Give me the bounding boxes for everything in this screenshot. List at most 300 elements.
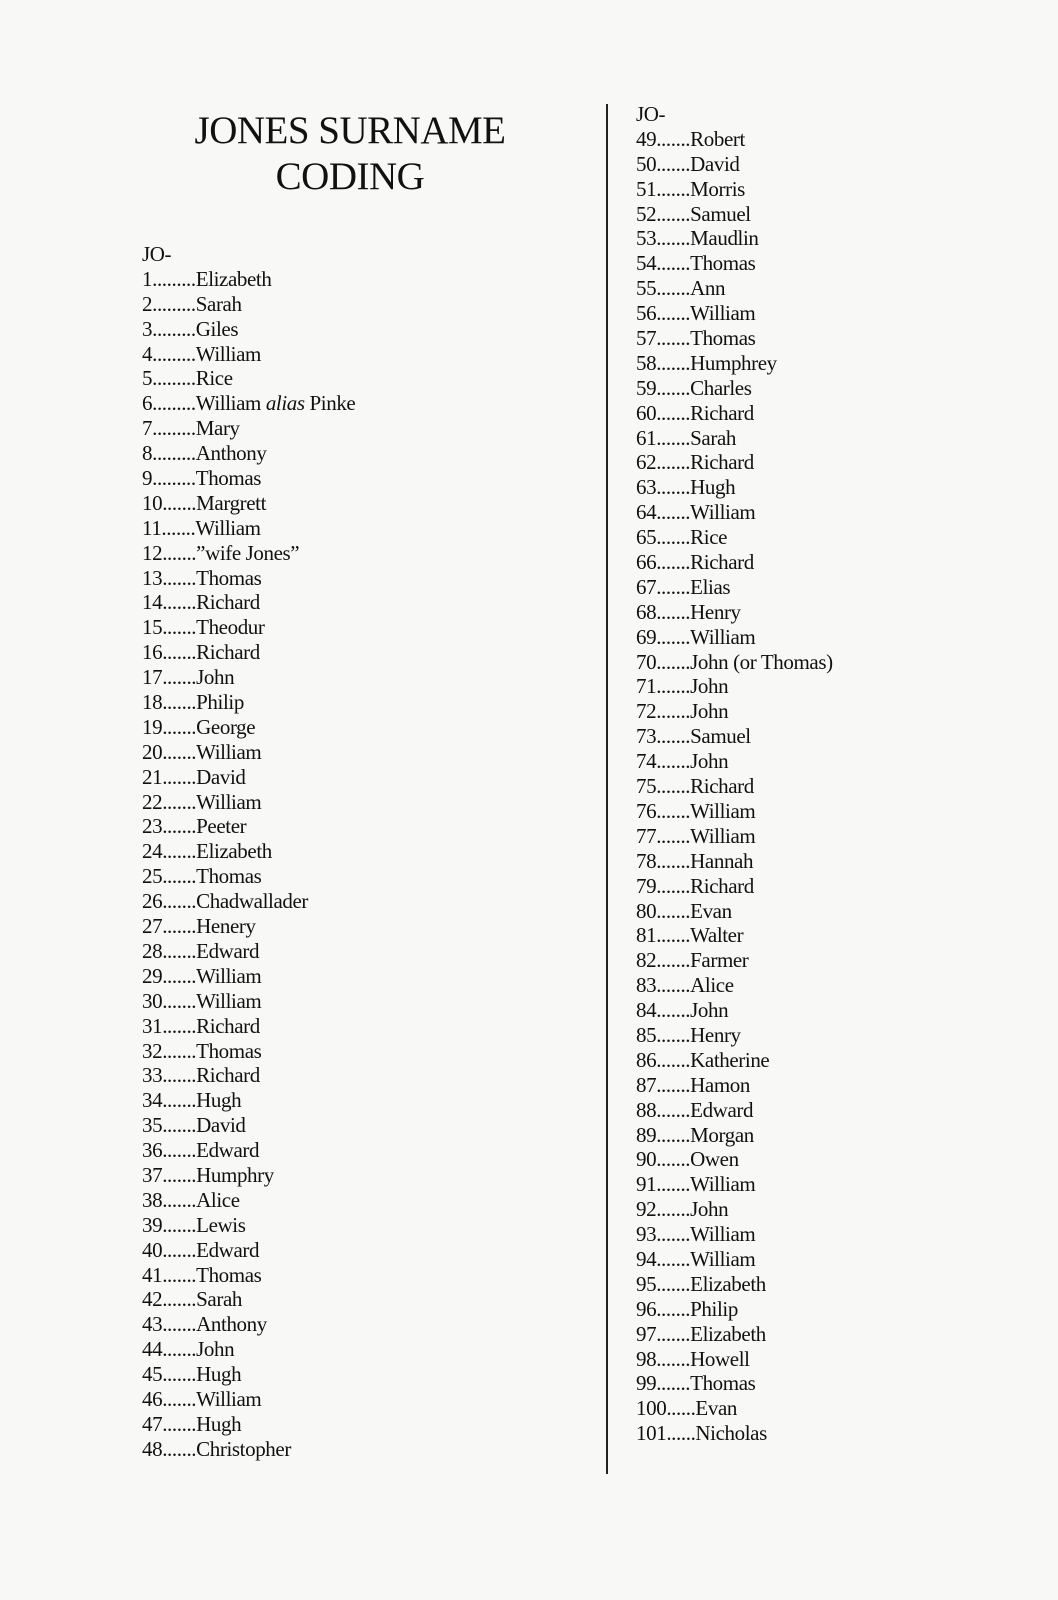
entry-dots: .......	[656, 1271, 691, 1296]
entry-number: 72	[636, 699, 657, 724]
list-item	[636, 1222, 1016, 1247]
entry-dots: .......	[656, 599, 691, 624]
list-item	[636, 1297, 1016, 1322]
list-item	[636, 774, 1016, 799]
entry-dots: .......	[162, 1187, 197, 1212]
entry-number: 35	[142, 1113, 163, 1138]
list-item	[636, 1123, 1016, 1148]
entry-dots: .......	[656, 326, 691, 351]
list-item	[636, 1322, 1016, 1347]
list-item	[636, 948, 1016, 973]
entry-dots: .........	[152, 316, 196, 341]
list-item	[142, 1163, 502, 1188]
entry-dots: .......	[656, 973, 691, 998]
list-item	[636, 650, 1016, 675]
entry-dots: .......	[162, 1436, 197, 1461]
entry-dots: .......	[656, 126, 691, 151]
entry-number: 27	[142, 914, 163, 939]
list-item	[142, 690, 502, 715]
entry-name: Humphry	[196, 1162, 274, 1187]
entry-number: 12	[142, 540, 163, 565]
entry-number: 47	[142, 1411, 163, 1436]
entry-number: 8	[142, 441, 153, 466]
list-item	[142, 267, 502, 292]
entry-number: 101	[636, 1421, 667, 1446]
list-item	[142, 292, 502, 317]
list-item	[636, 152, 1016, 177]
entry-dots: .......	[162, 864, 197, 889]
list-item	[636, 475, 1016, 500]
entry-dots: .......	[162, 739, 197, 764]
list-item	[142, 1039, 502, 1064]
entry-name: Philip	[690, 1296, 738, 1321]
entry-number: 83	[636, 973, 657, 998]
entry-name: William	[690, 624, 756, 649]
list-item	[142, 1138, 502, 1163]
list-item	[142, 914, 502, 939]
entry-name: Richard	[196, 1013, 260, 1038]
entry-number: 74	[636, 749, 657, 774]
entry-dots: .......	[656, 774, 691, 799]
entry-dots: .......	[656, 176, 691, 201]
entry-name: Samuel	[690, 724, 751, 749]
entry-dots: ......	[666, 1421, 696, 1446]
entry-dots: .......	[162, 963, 197, 988]
entry-dots: .......	[656, 574, 691, 599]
entry-name: Richard	[690, 774, 754, 799]
list-item	[636, 251, 1016, 276]
entry-number: 41	[142, 1262, 163, 1287]
entry-dots: .......	[162, 1088, 197, 1113]
entry-name: David	[196, 1113, 246, 1138]
entry-dots: .......	[162, 764, 197, 789]
entry-number: 90	[636, 1147, 657, 1172]
entry-name: Evan	[690, 898, 732, 923]
entry-name: Walter	[690, 923, 744, 948]
entry-number: 98	[636, 1346, 657, 1371]
column-divider	[606, 104, 608, 1474]
entry-dots: .......	[656, 724, 691, 749]
entry-dots: .......	[161, 515, 196, 540]
list-item	[636, 426, 1016, 451]
entry-dots: .......	[656, 276, 691, 301]
entry-name: Sarah	[195, 291, 242, 316]
entry-number: 70	[636, 649, 657, 674]
entry-dots: .......	[162, 1362, 197, 1387]
entry-name: Lewis	[196, 1212, 246, 1237]
entry-name: William	[196, 988, 262, 1013]
entry-dots: .......	[656, 749, 691, 774]
entry-dots: .......	[656, 1321, 691, 1346]
entry-name: Peeter	[196, 814, 247, 839]
entry-number: 93	[636, 1222, 657, 1247]
list-item	[636, 824, 1016, 849]
list-item	[636, 1272, 1016, 1297]
entry-name: John	[196, 1337, 235, 1362]
entry-dots: .......	[656, 525, 691, 550]
entry-number: 39	[142, 1212, 163, 1237]
list-item	[636, 749, 1016, 774]
entry-dots: .......	[656, 699, 691, 724]
entry-alias-name: Pinke	[309, 391, 356, 416]
entry-dots: .........	[152, 341, 196, 366]
entry-number: 15	[142, 615, 163, 640]
entry-dots: .........	[152, 266, 196, 291]
entry-name: Elizabeth	[196, 839, 272, 864]
entry-number: 84	[636, 998, 657, 1023]
list-item	[142, 665, 502, 690]
entry-number: 51	[636, 176, 657, 201]
entry-dots: .......	[162, 1063, 197, 1088]
entry-dots: .......	[656, 873, 691, 898]
entry-name: William	[196, 1386, 262, 1411]
entry-dots: .......	[656, 550, 691, 575]
entry-dots: .......	[656, 226, 691, 251]
entry-name: Farmer	[690, 948, 749, 973]
list-item	[636, 500, 1016, 525]
entry-name: Morgan	[690, 1122, 754, 1147]
entry-number: 7	[142, 416, 153, 441]
entry-dots: .......	[656, 848, 691, 873]
entry-dots: .......	[162, 1138, 197, 1163]
list-item	[636, 874, 1016, 899]
entry-name: Owen	[690, 1147, 739, 1172]
entry-dots: .........	[152, 416, 196, 441]
list-item	[636, 1147, 1016, 1172]
right-entry-list	[636, 127, 1016, 1446]
entry-name: Alice	[196, 1187, 240, 1212]
right-column	[636, 102, 1016, 1446]
entry-name: William	[690, 1246, 756, 1271]
entry-number: 99	[636, 1371, 657, 1396]
entry-name: Thomas	[690, 326, 756, 351]
entry-number: 82	[636, 948, 657, 973]
entry-dots: .......	[162, 1262, 197, 1287]
entry-number: 91	[636, 1172, 657, 1197]
entry-number: 77	[636, 823, 657, 848]
entry-number: 3	[142, 316, 153, 341]
entry-number: 50	[636, 151, 657, 176]
entry-dots: .......	[162, 665, 197, 690]
entry-dots: .......	[656, 649, 691, 674]
entry-number: 24	[142, 839, 163, 864]
entry-dots: .......	[656, 1047, 691, 1072]
list-item	[142, 1312, 502, 1337]
list-item	[142, 466, 502, 491]
list-item	[636, 226, 1016, 251]
entry-name: Christopher	[196, 1436, 291, 1461]
entry-dots: .......	[656, 1246, 691, 1271]
entry-dots: .......	[656, 400, 691, 425]
entry-name: Edward	[690, 1097, 754, 1122]
entry-name: Richard	[690, 450, 754, 475]
entry-number: 17	[142, 665, 163, 690]
list-item	[636, 202, 1016, 227]
entry-number: 22	[142, 789, 163, 814]
entry-name: William	[690, 798, 756, 823]
entry-name: Richard	[690, 550, 754, 575]
list-item	[636, 326, 1016, 351]
entry-name: Richard	[196, 590, 260, 615]
entry-number: 49	[636, 126, 657, 151]
entry-number: 25	[142, 864, 163, 889]
list-item	[142, 366, 502, 391]
list-item	[142, 1287, 502, 1312]
entry-name: Richard	[690, 873, 754, 898]
code-prefix-left: JO-	[142, 242, 172, 266]
entry-alias: alias	[265, 391, 305, 416]
entry-name: Elizabeth	[195, 266, 272, 291]
list-item	[142, 1337, 502, 1362]
entry-number: 21	[142, 764, 163, 789]
entry-number: 31	[142, 1013, 163, 1038]
entry-name: John	[690, 674, 729, 699]
entry-number: 58	[636, 350, 657, 375]
entry-dots: .......	[656, 898, 691, 923]
entry-number: 10	[142, 490, 163, 515]
entry-dots: .......	[162, 714, 197, 739]
list-item	[142, 1263, 502, 1288]
list-item	[636, 177, 1016, 202]
list-item	[142, 1014, 502, 1039]
entry-name: Edward	[196, 1138, 260, 1163]
entry-number: 19	[142, 714, 163, 739]
entry-name: David	[690, 151, 740, 176]
entry-dots: .......	[656, 375, 691, 400]
entry-name: Edward	[196, 938, 260, 963]
entry-name: ”wife Jones”	[196, 540, 300, 565]
entry-number: 44	[142, 1337, 163, 1362]
entry-number: 18	[142, 690, 163, 715]
entry-name: Elizabeth	[690, 1271, 766, 1296]
list-item	[636, 1371, 1016, 1396]
entry-number: 30	[142, 988, 163, 1013]
list-item	[636, 899, 1016, 924]
entry-name: Alice	[690, 973, 734, 998]
entry-number: 23	[142, 814, 163, 839]
entry-number: 64	[636, 500, 657, 525]
entry-dots: .......	[162, 1162, 197, 1187]
entry-dots: .......	[656, 425, 691, 450]
entry-number: 66	[636, 550, 657, 575]
entry-name: Rice	[690, 525, 728, 550]
entry-dots: .......	[162, 615, 197, 640]
entry-number: 34	[142, 1088, 163, 1113]
list-item	[142, 989, 502, 1014]
list-item	[636, 351, 1016, 376]
entry-name: William	[690, 1222, 756, 1247]
list-item	[142, 790, 502, 815]
entry-dots: .......	[656, 1147, 691, 1172]
entry-name: Thomas	[196, 1038, 262, 1063]
entry-name: John	[690, 699, 729, 724]
entry-name: William	[690, 301, 756, 326]
list-item	[636, 376, 1016, 401]
list-item	[142, 342, 502, 367]
entry-name: William	[690, 823, 756, 848]
entry-number: 40	[142, 1237, 163, 1262]
entry-number: 96	[636, 1296, 657, 1321]
entry-dots: .........	[152, 391, 196, 416]
entry-dots: .......	[162, 889, 197, 914]
entry-number: 60	[636, 400, 657, 425]
list-item	[142, 715, 502, 740]
entry-name: Thomas	[196, 565, 262, 590]
list-item	[142, 1088, 502, 1113]
list-item	[142, 1437, 502, 1462]
entry-dots: .......	[656, 798, 691, 823]
entry-number: 13	[142, 565, 163, 590]
list-item	[636, 525, 1016, 550]
entry-dots: .......	[656, 1072, 691, 1097]
list-item	[142, 391, 502, 416]
entry-name: Thomas	[690, 251, 756, 276]
entry-name: Nicholas	[695, 1421, 767, 1446]
list-item	[142, 416, 502, 441]
list-item	[142, 566, 502, 591]
entry-dots: .......	[162, 1411, 197, 1436]
entry-number: 65	[636, 525, 657, 550]
list-item	[636, 998, 1016, 1023]
entry-name: Henry	[690, 599, 741, 624]
entry-number: 55	[636, 276, 657, 301]
list-item	[142, 939, 502, 964]
list-item	[636, 1347, 1016, 1372]
entry-name: Thomas	[195, 466, 262, 491]
list-item	[142, 839, 502, 864]
entry-name: Sarah	[196, 1287, 242, 1312]
entry-number: 45	[142, 1362, 163, 1387]
entry-number: 100	[636, 1396, 667, 1421]
entry-name: Hugh	[196, 1088, 242, 1113]
entry-number: 37	[142, 1162, 163, 1187]
list-item	[142, 765, 502, 790]
entry-dots: .......	[656, 1197, 691, 1222]
entry-dots: .......	[162, 640, 197, 665]
entry-number: 59	[636, 375, 657, 400]
entry-number: 54	[636, 251, 657, 276]
entry-number: 97	[636, 1321, 657, 1346]
list-item	[636, 127, 1016, 152]
entry-dots: .......	[162, 490, 197, 515]
entry-number: 76	[636, 798, 657, 823]
left-entry-list	[142, 267, 502, 1462]
entry-dots: .......	[656, 948, 691, 973]
entry-dots: .......	[656, 1172, 691, 1197]
entry-name: Maudlin	[690, 226, 759, 251]
list-item	[142, 814, 502, 839]
entry-number: 9	[142, 466, 153, 491]
list-item	[142, 1188, 502, 1213]
list-item	[636, 699, 1016, 724]
entry-dots: .......	[162, 814, 197, 839]
entry-number: 81	[636, 923, 657, 948]
entry-number: 52	[636, 201, 657, 226]
list-item	[142, 491, 502, 516]
list-item	[636, 849, 1016, 874]
entry-number: 87	[636, 1072, 657, 1097]
entry-number: 53	[636, 226, 657, 251]
entry-name: John (or Thomas)	[690, 649, 833, 674]
entry-name: Robert	[690, 126, 745, 151]
entry-dots: .......	[656, 151, 691, 176]
entry-dots: .......	[162, 1337, 197, 1362]
entry-name: Chadwallader	[196, 889, 308, 914]
entry-number: 36	[142, 1138, 163, 1163]
entry-name: John	[196, 665, 235, 690]
entry-number: 86	[636, 1047, 657, 1072]
entry-number: 79	[636, 873, 657, 898]
entry-number: 61	[636, 425, 657, 450]
list-item	[636, 1098, 1016, 1123]
entry-number: 94	[636, 1246, 657, 1271]
entry-dots: .......	[162, 988, 197, 1013]
entry-name: William	[195, 515, 261, 540]
list-item	[142, 1213, 502, 1238]
entry-name: Rice	[195, 366, 233, 391]
list-item	[636, 1247, 1016, 1272]
entry-dots: .......	[656, 624, 691, 649]
entry-number: 62	[636, 450, 657, 475]
entry-number: 29	[142, 963, 163, 988]
entry-name: Elizabeth	[690, 1321, 766, 1346]
entry-dots: .......	[656, 923, 691, 948]
entry-name: Mary	[195, 416, 240, 441]
entry-dots: .......	[656, 1122, 691, 1147]
entry-number: 20	[142, 739, 163, 764]
entry-dots: .......	[656, 500, 691, 525]
entry-name: William	[196, 789, 262, 814]
entry-dots: .......	[162, 690, 197, 715]
list-item	[142, 964, 502, 989]
entry-number: 5	[142, 366, 153, 391]
entry-name: Margrett	[196, 490, 267, 515]
entry-dots: .......	[656, 450, 691, 475]
entry-number: 33	[142, 1063, 163, 1088]
entry-name: Howell	[690, 1346, 750, 1371]
list-item	[142, 740, 502, 765]
list-item	[636, 1172, 1016, 1197]
entry-name: William	[690, 500, 756, 525]
list-item	[636, 1073, 1016, 1098]
entry-dots: .......	[162, 1386, 197, 1411]
entry-dots: .......	[162, 938, 197, 963]
entry-name: William	[195, 391, 261, 416]
entry-name: Hannah	[690, 848, 754, 873]
entry-dots: .......	[162, 1237, 197, 1262]
list-item	[636, 1197, 1016, 1222]
title-line-1: JONES SURNAME	[194, 109, 506, 152]
entry-name: Philip	[196, 690, 244, 715]
entry-name: Morris	[690, 176, 745, 201]
list-item	[636, 923, 1016, 948]
entry-name: Richard	[196, 640, 260, 665]
entry-number: 80	[636, 898, 657, 923]
list-item	[636, 1421, 1016, 1446]
entry-dots: .......	[656, 1296, 691, 1321]
entry-number: 6	[142, 391, 153, 416]
entry-number: 1	[142, 266, 153, 291]
list-item	[142, 640, 502, 665]
entry-dots: .......	[162, 565, 197, 590]
entry-dots: .......	[656, 1222, 691, 1247]
entry-dots: .........	[152, 441, 196, 466]
entry-number: 57	[636, 326, 657, 351]
list-item	[636, 550, 1016, 575]
entry-name: Thomas	[690, 1371, 756, 1396]
list-item	[142, 1387, 502, 1412]
entry-dots: .......	[656, 1346, 691, 1371]
